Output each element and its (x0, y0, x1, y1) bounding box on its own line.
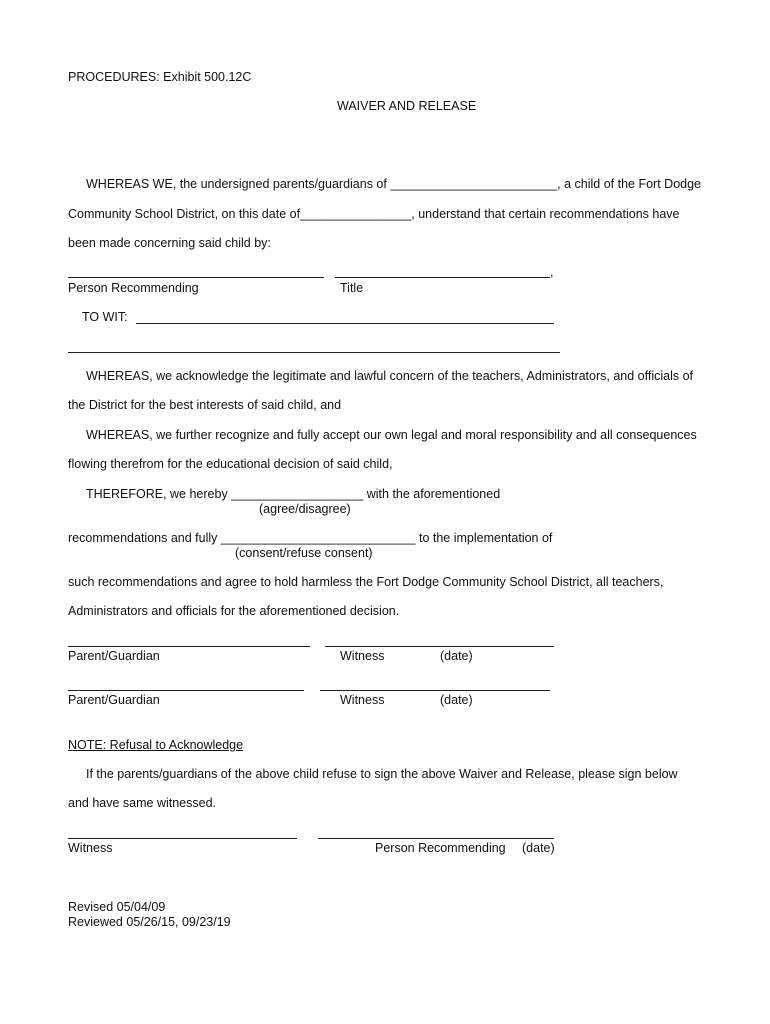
person-recommending-line[interactable] (68, 277, 324, 278)
witness-label-2: Witness (340, 693, 385, 707)
recommendations-line: recommendations and fully ____________________________ to the implementation of (68, 531, 553, 545)
parent-guardian-label-2: Parent/Guardian (68, 693, 160, 707)
date-label-2: (date) (440, 693, 473, 707)
person-recommending-signature-line[interactable] (318, 838, 554, 839)
person-recommending-label-2: Person Recommending (375, 841, 506, 855)
to-wit-label: TO WIT: (82, 310, 128, 324)
parent-guardian-label-1: Parent/Guardian (68, 649, 160, 663)
witness-label-1: Witness (340, 649, 385, 663)
note-line-2: and have same witnessed. (68, 796, 217, 810)
person-recommending-label: Person Recommending (68, 281, 199, 295)
reviewed-dates: Reviewed 05/26/15, 09/23/19 (68, 915, 231, 929)
note-line-1: If the parents/guardians of the above child refuse to sign the above Waiver and Release, please sign below (86, 767, 678, 781)
to-wit-line[interactable] (136, 323, 554, 324)
date-label-1: (date) (440, 649, 473, 663)
paragraph-2-line-1: WHEREAS, we acknowledge the legitimate and lawful concern of the teachers, Administrators, and officials of (86, 369, 694, 383)
paragraph-1-line-2: Community School District, on this date of________________, understand that certain recommendations have (68, 207, 680, 221)
paragraph-4-line-1: such recommendations and agree to hold harmless the Fort Dodge Community School District, all teachers, (68, 575, 664, 589)
paragraph-3-line-1: WHEREAS, we further recognize and fully accept our own legal and moral responsibility and all consequences (86, 428, 697, 442)
revised-date: Revised 05/04/09 (68, 900, 166, 914)
witness-signature-line-2[interactable] (320, 690, 550, 691)
witness-label-3: Witness (68, 841, 113, 855)
paragraph-1-line-1: WHEREAS WE, the undersigned parents/guardians of ________________________, a child of the Fort Dodge (86, 177, 701, 191)
parent-guardian-signature-line-2[interactable] (68, 690, 304, 691)
consent-refuse-caption: (consent/refuse consent) (235, 546, 373, 560)
therefore-line: THEREFORE, we hereby ___________________ with the aforementioned (86, 487, 501, 501)
parent-guardian-signature-line-1[interactable] (68, 646, 310, 647)
title-line[interactable] (335, 277, 550, 278)
to-wit-line-2[interactable] (68, 352, 560, 353)
paragraph-2-line-2: the District for the best interests of said child, and (68, 398, 342, 412)
paragraph-3-line-2: flowing therefrom for the educational decision of said child, (68, 457, 393, 471)
paragraph-1-line-3: been made concerning said child by: (68, 236, 271, 250)
note-heading: NOTE: Refusal to Acknowledge (68, 738, 244, 752)
paragraph-4-line-2: Administrators and officials for the aforementioned decision. (68, 604, 400, 618)
document-title: WAIVER AND RELEASE (337, 99, 477, 113)
agree-disagree-caption: (agree/disagree) (259, 502, 351, 516)
witness-signature-line-1[interactable] (325, 646, 554, 647)
date-label-3: (date) (522, 841, 555, 855)
comma: , (550, 265, 554, 279)
title-label: Title (340, 281, 364, 295)
witness-signature-line-3[interactable] (68, 838, 297, 839)
procedures-exhibit: PROCEDURES: Exhibit 500.12C (68, 70, 252, 84)
